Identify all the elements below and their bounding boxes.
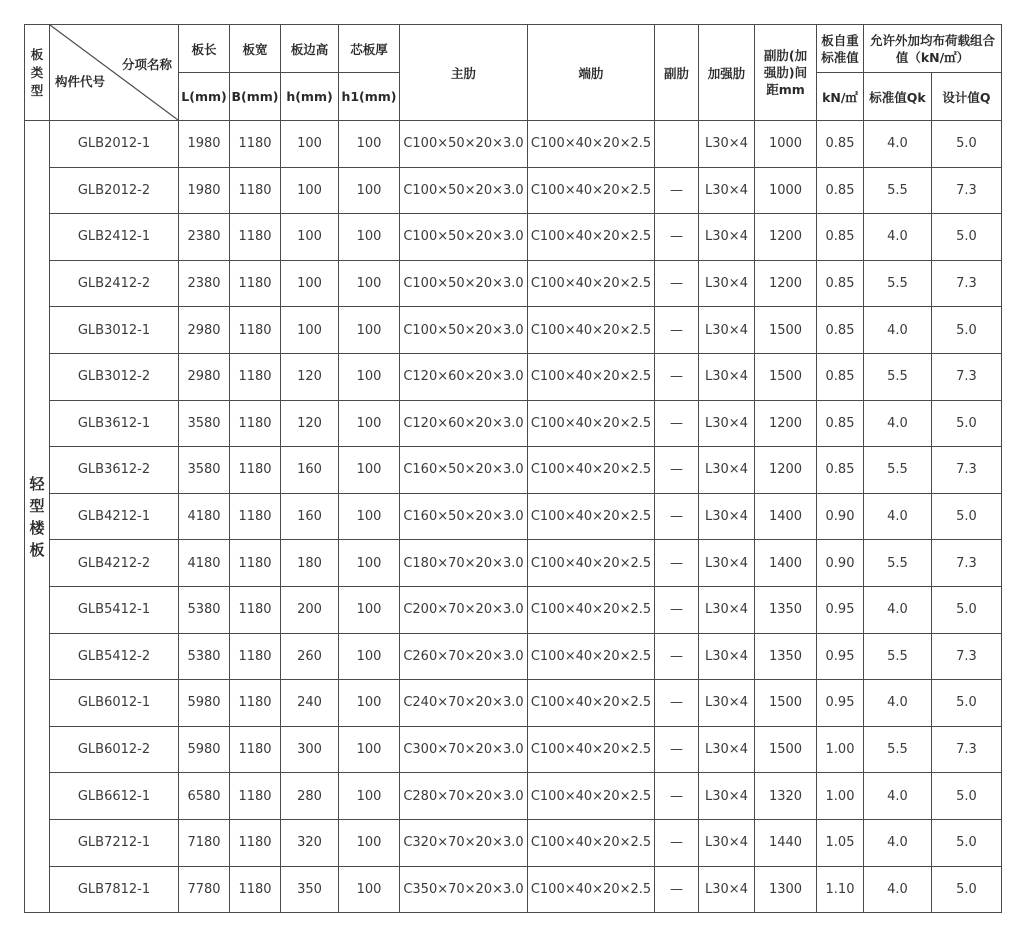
header-width-unit: B(mm) xyxy=(230,73,281,121)
cell-edge-height: 280 xyxy=(281,773,339,820)
cell-spacing: 1400 xyxy=(755,493,817,540)
cell-stiffener: L30×4 xyxy=(699,121,755,168)
cell-self-weight: 0.95 xyxy=(817,586,864,633)
cell-length: 2980 xyxy=(179,353,230,400)
cell-self-weight: 1.05 xyxy=(817,819,864,866)
cell-spacing: 1200 xyxy=(755,260,817,307)
header-secondary-rib: 副肋 xyxy=(655,25,699,121)
cell-standard-value: 5.5 xyxy=(864,167,932,214)
cell-main-rib: C240×70×20×3.0 xyxy=(400,680,528,727)
header-self-weight-unit: kN/㎡ xyxy=(817,73,864,121)
cell-stiffener: L30×4 xyxy=(699,540,755,587)
cell-spacing: 1200 xyxy=(755,447,817,494)
cell-self-weight: 0.85 xyxy=(817,447,864,494)
cell-spacing: 1320 xyxy=(755,773,817,820)
cell-width: 1180 xyxy=(230,447,281,494)
cell-core-thickness: 100 xyxy=(339,726,400,773)
cell-width: 1180 xyxy=(230,680,281,727)
cell-width: 1180 xyxy=(230,773,281,820)
cell-component-code: GLB2412-2 xyxy=(50,260,179,307)
cell-edge-height: 300 xyxy=(281,726,339,773)
cell-design-value: 7.3 xyxy=(932,353,1002,400)
cell-standard-value: 5.5 xyxy=(864,353,932,400)
table-row xyxy=(25,819,1002,866)
cell-main-rib: C300×70×20×3.0 xyxy=(400,726,528,773)
cell-standard-value: 4.0 xyxy=(864,121,932,168)
cell-design-value: 5.0 xyxy=(932,121,1002,168)
cell-self-weight: 0.85 xyxy=(817,353,864,400)
cell-main-rib: C120×60×20×3.0 xyxy=(400,400,528,447)
cell-end-rib: C100×40×20×2.5 xyxy=(528,586,655,633)
cell-design-value: 5.0 xyxy=(932,819,1002,866)
cell-self-weight: 0.85 xyxy=(817,214,864,261)
cell-length: 5980 xyxy=(179,680,230,727)
cell-spacing: 1400 xyxy=(755,540,817,587)
cell-component-code: GLB6012-1 xyxy=(50,680,179,727)
cell-edge-height: 240 xyxy=(281,680,339,727)
cell-length: 3580 xyxy=(179,447,230,494)
cell-secondary-rib: — xyxy=(655,447,699,494)
cell-core-thickness: 100 xyxy=(339,493,400,540)
cell-design-value: 7.3 xyxy=(932,633,1002,680)
table-row xyxy=(25,353,1002,400)
header-diagonal xyxy=(50,25,179,121)
cell-secondary-rib: — xyxy=(655,819,699,866)
cell-width: 1180 xyxy=(230,540,281,587)
cell-main-rib: C180×70×20×3.0 xyxy=(400,540,528,587)
cell-design-value: 5.0 xyxy=(932,866,1002,913)
cell-end-rib: C100×40×20×2.5 xyxy=(528,307,655,354)
cell-width: 1180 xyxy=(230,307,281,354)
cell-spacing: 1500 xyxy=(755,726,817,773)
cell-stiffener: L30×4 xyxy=(699,400,755,447)
cell-spacing: 1500 xyxy=(755,680,817,727)
cell-end-rib: C100×40×20×2.5 xyxy=(528,773,655,820)
cell-stiffener: L30×4 xyxy=(699,680,755,727)
table-row xyxy=(25,866,1002,913)
cell-edge-height: 320 xyxy=(281,819,339,866)
cell-spacing: 1200 xyxy=(755,400,817,447)
cell-end-rib: C100×40×20×2.5 xyxy=(528,167,655,214)
table-row xyxy=(25,726,1002,773)
cell-end-rib: C100×40×20×2.5 xyxy=(528,400,655,447)
cell-self-weight: 1.10 xyxy=(817,866,864,913)
cell-width: 1180 xyxy=(230,167,281,214)
cell-core-thickness: 100 xyxy=(339,680,400,727)
table-row xyxy=(25,307,1002,354)
header-edge-height-unit: h(mm) xyxy=(281,73,339,121)
cell-core-thickness: 100 xyxy=(339,307,400,354)
cell-core-thickness: 100 xyxy=(339,353,400,400)
cell-self-weight: 0.95 xyxy=(817,680,864,727)
cell-width: 1180 xyxy=(230,121,281,168)
header-core-thickness-unit: h1(mm) xyxy=(339,73,400,121)
cell-spacing: 1000 xyxy=(755,167,817,214)
cell-stiffener: L30×4 xyxy=(699,586,755,633)
header-main-rib: 主肋 xyxy=(400,25,528,121)
cell-core-thickness: 100 xyxy=(339,121,400,168)
cell-length: 5380 xyxy=(179,586,230,633)
cell-spacing: 1350 xyxy=(755,633,817,680)
spec-table xyxy=(24,24,1002,913)
cell-secondary-rib: — xyxy=(655,586,699,633)
cell-component-code: GLB2012-1 xyxy=(50,121,179,168)
cell-end-rib: C100×40×20×2.5 xyxy=(528,680,655,727)
cell-width: 1180 xyxy=(230,633,281,680)
table-row xyxy=(25,633,1002,680)
cell-end-rib: C100×40×20×2.5 xyxy=(528,633,655,680)
cell-component-code: GLB3012-2 xyxy=(50,353,179,400)
cell-main-rib: C120×60×20×3.0 xyxy=(400,353,528,400)
cell-main-rib: C200×70×20×3.0 xyxy=(400,586,528,633)
cell-secondary-rib: — xyxy=(655,773,699,820)
cell-stiffener: L30×4 xyxy=(699,167,755,214)
cell-secondary-rib: — xyxy=(655,214,699,261)
cell-width: 1180 xyxy=(230,726,281,773)
cell-core-thickness: 100 xyxy=(339,167,400,214)
cell-stiffener: L30×4 xyxy=(699,214,755,261)
cell-main-rib: C100×50×20×3.0 xyxy=(400,121,528,168)
cell-edge-height: 200 xyxy=(281,586,339,633)
cell-length: 4180 xyxy=(179,493,230,540)
cell-end-rib: C100×40×20×2.5 xyxy=(528,121,655,168)
header-standard-value: 标准值Qk xyxy=(864,73,932,121)
cell-length: 7180 xyxy=(179,819,230,866)
cell-core-thickness: 100 xyxy=(339,214,400,261)
cell-self-weight: 0.85 xyxy=(817,121,864,168)
cell-standard-value: 4.0 xyxy=(864,214,932,261)
cell-secondary-rib: — xyxy=(655,866,699,913)
cell-width: 1180 xyxy=(230,260,281,307)
cell-core-thickness: 100 xyxy=(339,400,400,447)
cell-secondary-rib: — xyxy=(655,167,699,214)
header-component-code: 构件代号 xyxy=(55,74,106,89)
cell-main-rib: C100×50×20×3.0 xyxy=(400,307,528,354)
cell-edge-height: 160 xyxy=(281,447,339,494)
cell-edge-height: 350 xyxy=(281,866,339,913)
cell-stiffener: L30×4 xyxy=(699,447,755,494)
cell-core-thickness: 100 xyxy=(339,447,400,494)
cell-main-rib: C160×50×20×3.0 xyxy=(400,447,528,494)
cell-component-code: GLB5412-2 xyxy=(50,633,179,680)
table-row xyxy=(25,540,1002,587)
cell-core-thickness: 100 xyxy=(339,260,400,307)
cell-core-thickness: 100 xyxy=(339,866,400,913)
cell-self-weight: 0.85 xyxy=(817,260,864,307)
cell-standard-value: 4.0 xyxy=(864,680,932,727)
cell-end-rib: C100×40×20×2.5 xyxy=(528,353,655,400)
cell-standard-value: 4.0 xyxy=(864,866,932,913)
cell-secondary-rib: — xyxy=(655,680,699,727)
cell-width: 1180 xyxy=(230,819,281,866)
cell-main-rib: C280×70×20×3.0 xyxy=(400,773,528,820)
cell-stiffener: L30×4 xyxy=(699,493,755,540)
cell-length: 6580 xyxy=(179,773,230,820)
cell-self-weight: 1.00 xyxy=(817,773,864,820)
cell-self-weight: 0.95 xyxy=(817,633,864,680)
cell-spacing: 1300 xyxy=(755,866,817,913)
cell-main-rib: C350×70×20×3.0 xyxy=(400,866,528,913)
header-spacing: 副肋(加强肋)间距mm xyxy=(755,25,817,121)
cell-component-code: GLB7212-1 xyxy=(50,819,179,866)
cell-end-rib: C100×40×20×2.5 xyxy=(528,540,655,587)
cell-length: 2380 xyxy=(179,260,230,307)
cell-spacing: 1500 xyxy=(755,307,817,354)
cell-component-code: GLB4212-1 xyxy=(50,493,179,540)
cell-design-value: 7.3 xyxy=(932,540,1002,587)
table-row xyxy=(25,400,1002,447)
cell-self-weight: 0.90 xyxy=(817,540,864,587)
cell-standard-value: 4.0 xyxy=(864,819,932,866)
cell-standard-value: 4.0 xyxy=(864,586,932,633)
header-design-value: 设计值Q xyxy=(932,73,1002,121)
cell-main-rib: C100×50×20×3.0 xyxy=(400,260,528,307)
cell-end-rib: C100×40×20×2.5 xyxy=(528,819,655,866)
cell-self-weight: 0.85 xyxy=(817,307,864,354)
cell-standard-value: 4.0 xyxy=(864,307,932,354)
cell-main-rib: C100×50×20×3.0 xyxy=(400,167,528,214)
cell-component-code: GLB5412-1 xyxy=(50,586,179,633)
cell-component-code: GLB7812-1 xyxy=(50,866,179,913)
cell-edge-height: 100 xyxy=(281,167,339,214)
cell-spacing: 1350 xyxy=(755,586,817,633)
cell-stiffener: L30×4 xyxy=(699,866,755,913)
header-core-thickness: 芯板厚 xyxy=(339,25,400,73)
cell-main-rib: C320×70×20×3.0 xyxy=(400,819,528,866)
cell-length: 2380 xyxy=(179,214,230,261)
cell-length: 1980 xyxy=(179,121,230,168)
cell-length: 4180 xyxy=(179,540,230,587)
cell-width: 1180 xyxy=(230,353,281,400)
cell-stiffener: L30×4 xyxy=(699,353,755,400)
cell-end-rib: C100×40×20×2.5 xyxy=(528,726,655,773)
cell-component-code: GLB3612-2 xyxy=(50,447,179,494)
header-type-label xyxy=(25,46,49,100)
cell-self-weight: 0.85 xyxy=(817,167,864,214)
cell-component-code: GLB6012-2 xyxy=(50,726,179,773)
cell-edge-height: 120 xyxy=(281,353,339,400)
cell-edge-height: 100 xyxy=(281,260,339,307)
table-row xyxy=(25,773,1002,820)
cell-edge-height: 260 xyxy=(281,633,339,680)
cell-design-value: 5.0 xyxy=(932,307,1002,354)
cell-end-rib: C100×40×20×2.5 xyxy=(528,493,655,540)
cell-width: 1180 xyxy=(230,214,281,261)
cell-length: 7780 xyxy=(179,866,230,913)
cell-length: 3580 xyxy=(179,400,230,447)
cell-edge-height: 100 xyxy=(281,214,339,261)
cell-width: 1180 xyxy=(230,866,281,913)
header-length-unit: L(mm) xyxy=(179,73,230,121)
cell-secondary-rib: — xyxy=(655,260,699,307)
header-length: 板长 xyxy=(179,25,230,73)
table-row xyxy=(25,121,1002,168)
cell-design-value: 5.0 xyxy=(932,773,1002,820)
table-row xyxy=(25,447,1002,494)
cell-component-code: GLB3612-1 xyxy=(50,400,179,447)
cell-standard-value: 5.5 xyxy=(864,260,932,307)
cell-component-code: GLB4212-2 xyxy=(50,540,179,587)
header-self-weight: 板自重标准值 xyxy=(817,25,864,73)
cell-component-code: GLB3012-1 xyxy=(50,307,179,354)
cell-stiffener: L30×4 xyxy=(699,726,755,773)
cell-core-thickness: 100 xyxy=(339,586,400,633)
cell-standard-value: 4.0 xyxy=(864,773,932,820)
group-label: 轻型楼板 xyxy=(29,474,45,559)
cell-width: 1180 xyxy=(230,493,281,540)
cell-spacing: 1000 xyxy=(755,121,817,168)
cell-length: 5980 xyxy=(179,726,230,773)
cell-length: 1980 xyxy=(179,167,230,214)
cell-standard-value: 5.5 xyxy=(864,633,932,680)
cell-design-value: 5.0 xyxy=(932,214,1002,261)
cell-edge-height: 120 xyxy=(281,400,339,447)
cell-component-code: GLB6612-1 xyxy=(50,773,179,820)
cell-self-weight: 0.85 xyxy=(817,400,864,447)
table-body xyxy=(25,121,1002,913)
cell-end-rib: C100×40×20×2.5 xyxy=(528,214,655,261)
cell-secondary-rib: — xyxy=(655,540,699,587)
cell-spacing: 1200 xyxy=(755,214,817,261)
cell-design-value: 5.0 xyxy=(932,400,1002,447)
cell-spacing: 1440 xyxy=(755,819,817,866)
cell-core-thickness: 100 xyxy=(339,819,400,866)
cell-design-value: 5.0 xyxy=(932,680,1002,727)
cell-secondary-rib: — xyxy=(655,493,699,540)
cell-spacing: 1500 xyxy=(755,353,817,400)
cell-length: 2980 xyxy=(179,307,230,354)
header-width: 板宽 xyxy=(230,25,281,73)
cell-self-weight: 0.90 xyxy=(817,493,864,540)
cell-secondary-rib: — xyxy=(655,633,699,680)
cell-standard-value: 5.5 xyxy=(864,726,932,773)
cell-core-thickness: 100 xyxy=(339,773,400,820)
table-row xyxy=(25,214,1002,261)
cell-edge-height: 180 xyxy=(281,540,339,587)
cell-standard-value: 4.0 xyxy=(864,400,932,447)
header-allowed-load: 允许外加均布荷载组合值（kN/㎡） xyxy=(864,25,1002,73)
cell-design-value: 5.0 xyxy=(932,586,1002,633)
header-end-rib: 端肋 xyxy=(528,25,655,121)
cell-secondary-rib: — xyxy=(655,307,699,354)
cell-standard-value: 5.5 xyxy=(864,540,932,587)
cell-component-code: GLB2012-2 xyxy=(50,167,179,214)
table-row xyxy=(25,167,1002,214)
cell-end-rib: C100×40×20×2.5 xyxy=(528,260,655,307)
table-row xyxy=(25,260,1002,307)
cell-design-value: 7.3 xyxy=(932,167,1002,214)
cell-standard-value: 5.5 xyxy=(864,447,932,494)
cell-design-value: 7.3 xyxy=(932,447,1002,494)
cell-length: 5380 xyxy=(179,633,230,680)
cell-design-value: 5.0 xyxy=(932,493,1002,540)
group-label-cell xyxy=(25,121,50,913)
cell-stiffener: L30×4 xyxy=(699,633,755,680)
cell-main-rib: C100×50×20×3.0 xyxy=(400,214,528,261)
cell-main-rib: C160×50×20×3.0 xyxy=(400,493,528,540)
cell-self-weight: 1.00 xyxy=(817,726,864,773)
cell-main-rib: C260×70×20×3.0 xyxy=(400,633,528,680)
cell-width: 1180 xyxy=(230,400,281,447)
cell-width: 1180 xyxy=(230,586,281,633)
cell-edge-height: 100 xyxy=(281,307,339,354)
cell-edge-height: 160 xyxy=(281,493,339,540)
table-row xyxy=(25,680,1002,727)
header-type xyxy=(25,25,50,121)
header-edge-height: 板边高 xyxy=(281,25,339,73)
cell-stiffener: L30×4 xyxy=(699,307,755,354)
header-item-name: 分项名称 xyxy=(121,57,172,72)
cell-stiffener: L30×4 xyxy=(699,260,755,307)
cell-secondary-rib xyxy=(655,121,699,168)
cell-end-rib: C100×40×20×2.5 xyxy=(528,866,655,913)
cell-end-rib: C100×40×20×2.5 xyxy=(528,447,655,494)
cell-edge-height: 100 xyxy=(281,121,339,168)
cell-stiffener: L30×4 xyxy=(699,819,755,866)
cell-standard-value: 4.0 xyxy=(864,493,932,540)
cell-core-thickness: 100 xyxy=(339,633,400,680)
cell-core-thickness: 100 xyxy=(339,540,400,587)
table-row xyxy=(25,586,1002,633)
table-row xyxy=(25,493,1002,540)
cell-secondary-rib: — xyxy=(655,400,699,447)
cell-secondary-rib: — xyxy=(655,353,699,400)
header-stiffener: 加强肋 xyxy=(699,25,755,121)
cell-stiffener: L30×4 xyxy=(699,773,755,820)
cell-secondary-rib: — xyxy=(655,726,699,773)
header-type-text: 板类型 xyxy=(30,46,44,98)
cell-component-code: GLB2412-1 xyxy=(50,214,179,261)
cell-design-value: 7.3 xyxy=(932,726,1002,773)
cell-design-value: 7.3 xyxy=(932,260,1002,307)
